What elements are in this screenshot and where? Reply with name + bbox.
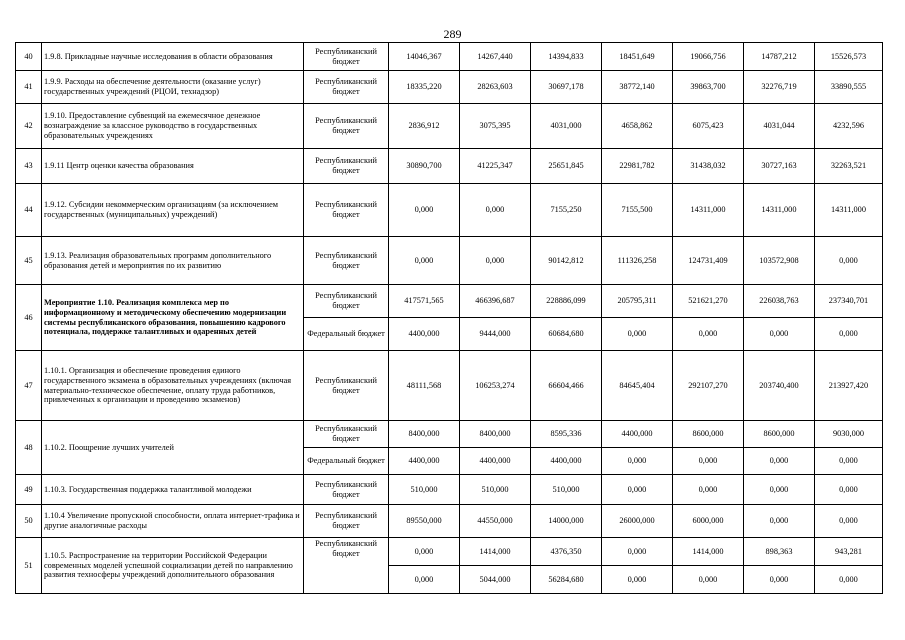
amount-cell: 0,000 xyxy=(602,566,673,594)
amount-cell: 943,281 xyxy=(815,538,883,566)
amount-cell: 0,000 xyxy=(744,475,815,505)
amount-cell: 33890,555 xyxy=(815,71,883,104)
amount-cell: 9444,000 xyxy=(460,318,531,351)
amount-cell: 226038,763 xyxy=(744,285,815,318)
row-number: 45 xyxy=(16,237,42,285)
amount-cell: 0,000 xyxy=(744,505,815,538)
amount-cell: 0,000 xyxy=(673,475,744,505)
measure-name: 1.10.3. Государственная поддержка талантливой молодежи xyxy=(42,475,304,505)
amount-cell: 4031,044 xyxy=(744,104,815,149)
measure-name: 1.10.2. Поощрение лучших учителей xyxy=(42,421,304,475)
measure-name: 1.9.12. Субсидии некоммерческим организациям (за исключением государственных (муниципальных) учреждений) xyxy=(42,184,304,237)
amount-cell: 60684,680 xyxy=(531,318,602,351)
amount-cell: 124731,409 xyxy=(673,237,744,285)
row-number: 47 xyxy=(16,351,42,421)
row-number: 49 xyxy=(16,475,42,505)
amount-cell: 6075,423 xyxy=(673,104,744,149)
amount-cell: 28263,603 xyxy=(460,71,531,104)
amount-cell: 8595,336 xyxy=(531,421,602,448)
funding-source: Республиканский бюджет xyxy=(304,505,389,538)
amount-cell: 48111,568 xyxy=(389,351,460,421)
amount-cell: 521621,270 xyxy=(673,285,744,318)
amount-cell: 0,000 xyxy=(744,566,815,594)
funding-source: Республиканский бюджет xyxy=(304,184,389,237)
amount-cell: 26000,000 xyxy=(602,505,673,538)
amount-cell: 510,000 xyxy=(389,475,460,505)
amount-cell: 9030,000 xyxy=(815,421,883,448)
amount-cell: 0,000 xyxy=(389,184,460,237)
amount-cell: 14000,000 xyxy=(531,505,602,538)
amount-cell: 466396,687 xyxy=(460,285,531,318)
funding-source: Республиканский бюджет xyxy=(304,475,389,505)
funding-source: Республиканский бюджет xyxy=(304,104,389,149)
amount-cell: 66604,466 xyxy=(531,351,602,421)
row-number: 41 xyxy=(16,71,42,104)
amount-cell: 25651,845 xyxy=(531,149,602,184)
table-row xyxy=(16,421,883,448)
amount-cell: 14311,000 xyxy=(744,184,815,237)
amount-cell: 32263,521 xyxy=(815,149,883,184)
amount-cell: 0,000 xyxy=(815,475,883,505)
amount-cell: 19066,756 xyxy=(673,43,744,71)
row-number: 43 xyxy=(16,149,42,184)
funding-source: Республиканский бюджет xyxy=(304,538,389,594)
funding-source: Федеральный бюджет xyxy=(304,318,389,351)
amount-cell: 18335,220 xyxy=(389,71,460,104)
amount-cell: 106253,274 xyxy=(460,351,531,421)
amount-cell: 417571,565 xyxy=(389,285,460,318)
amount-cell: 228886,099 xyxy=(531,285,602,318)
funding-source: Республиканский бюджет xyxy=(304,43,389,71)
amount-cell: 205795,311 xyxy=(602,285,673,318)
amount-cell: 18451,649 xyxy=(602,43,673,71)
table-row xyxy=(16,538,883,566)
table-row xyxy=(16,71,883,104)
amount-cell: 4031,000 xyxy=(531,104,602,149)
amount-cell: 30890,700 xyxy=(389,149,460,184)
amount-cell: 8600,000 xyxy=(744,421,815,448)
amount-cell: 4400,000 xyxy=(389,318,460,351)
amount-cell: 111326,258 xyxy=(602,237,673,285)
funding-source: Республиканский бюджет xyxy=(304,421,389,448)
amount-cell: 22981,782 xyxy=(602,149,673,184)
amount-cell: 4400,000 xyxy=(389,448,460,475)
measure-name: 1.10.5. Распространение на территории Российской Федерации современных моделей успешной социализации детей по направлению развития техносферы учреждений дополнительного образования xyxy=(42,538,304,594)
amount-cell: 39863,700 xyxy=(673,71,744,104)
funding-source: Республиканский бюджет xyxy=(304,71,389,104)
amount-cell: 44550,000 xyxy=(460,505,531,538)
amount-cell: 14311,000 xyxy=(815,184,883,237)
row-number: 50 xyxy=(16,505,42,538)
table-row xyxy=(16,43,883,71)
amount-cell: 4400,000 xyxy=(531,448,602,475)
amount-cell: 0,000 xyxy=(602,448,673,475)
amount-cell: 0,000 xyxy=(602,475,673,505)
measure-name: 1.10.1. Организация и обеспечение проведения единого государственного экзамена в образовательных учреждениях (включая материально-техническое обеспечение, оплату труда работников, привлеченных к организации и проведению экзаменов) xyxy=(42,351,304,421)
funding-source: Республиканский бюджет xyxy=(304,149,389,184)
budget-table xyxy=(15,42,883,594)
row-number: 46 xyxy=(16,285,42,351)
amount-cell: 14267,440 xyxy=(460,43,531,71)
measure-name: 1.9.10. Предоставление субвенций на ежемесячное денежное вознаграждение за классное руководство в государственных образовательных учреждениях xyxy=(42,104,304,149)
amount-cell: 8400,000 xyxy=(389,421,460,448)
page-number: 289 xyxy=(443,27,462,41)
table-row xyxy=(16,505,883,538)
table-row xyxy=(16,104,883,149)
table-row xyxy=(16,184,883,237)
table-row xyxy=(16,149,883,184)
measure-name: 1.10.4 Увеличение пропускной способности, оплата интернет-трафика и другие аналогичные расходы xyxy=(42,505,304,538)
amount-cell: 4400,000 xyxy=(602,421,673,448)
amount-cell: 14394,833 xyxy=(531,43,602,71)
amount-cell: 41225,347 xyxy=(460,149,531,184)
amount-cell: 6000,000 xyxy=(673,505,744,538)
table-row xyxy=(16,475,883,505)
amount-cell: 0,000 xyxy=(744,448,815,475)
amount-cell: 3075,395 xyxy=(460,104,531,149)
amount-cell: 38772,140 xyxy=(602,71,673,104)
funding-source: Республиканский бюджет xyxy=(304,351,389,421)
amount-cell: 510,000 xyxy=(531,475,602,505)
amount-cell: 4400,000 xyxy=(460,448,531,475)
amount-cell: 30697,178 xyxy=(531,71,602,104)
table-row xyxy=(16,237,883,285)
amount-cell: 0,000 xyxy=(673,566,744,594)
measure-name: 1.9.8. Прикладные научные исследования в области образования xyxy=(42,43,304,71)
amount-cell: 0,000 xyxy=(815,448,883,475)
amount-cell: 0,000 xyxy=(602,538,673,566)
amount-cell: 237340,701 xyxy=(815,285,883,318)
amount-cell: 898,363 xyxy=(744,538,815,566)
amount-cell: 14311,000 xyxy=(673,184,744,237)
amount-cell: 4376,350 xyxy=(531,538,602,566)
amount-cell: 0,000 xyxy=(460,184,531,237)
amount-cell: 292107,270 xyxy=(673,351,744,421)
amount-cell: 510,000 xyxy=(460,475,531,505)
amount-cell: 7155,250 xyxy=(531,184,602,237)
amount-cell: 84645,404 xyxy=(602,351,673,421)
amount-cell: 4232,596 xyxy=(815,104,883,149)
amount-cell: 2836,912 xyxy=(389,104,460,149)
measure-name: 1.9.13. Реализация образовательных программ дополнительного образования детей и мероприятия по их развитию xyxy=(42,237,304,285)
funding-source: Республиканский бюджет xyxy=(304,285,389,318)
measure-name: 1.9.9. Расходы на обеспечение деятельности (оказание услуг) государственных учреждений (РЦОИ, технадзор) xyxy=(42,71,304,104)
amount-cell: 0,000 xyxy=(460,237,531,285)
row-number: 40 xyxy=(16,43,42,71)
amount-cell: 56284,680 xyxy=(531,566,602,594)
amount-cell: 0,000 xyxy=(815,566,883,594)
amount-cell: 0,000 xyxy=(815,505,883,538)
amount-cell: 31438,032 xyxy=(673,149,744,184)
row-number: 42 xyxy=(16,104,42,149)
amount-cell: 14046,367 xyxy=(389,43,460,71)
amount-cell: 30727,163 xyxy=(744,149,815,184)
amount-cell: 14787,212 xyxy=(744,43,815,71)
amount-cell: 0,000 xyxy=(389,538,460,566)
measure-name: Мероприятие 1.10. Реализация комплекса мер по информационному и методическому обеспечению модернизации системы республиканского образования, повышению кадрового потенциала, поддержке талантливых и одаренных детей xyxy=(42,285,304,351)
amount-cell: 15526,573 xyxy=(815,43,883,71)
row-number: 48 xyxy=(16,421,42,475)
amount-cell: 90142,812 xyxy=(531,237,602,285)
table-row xyxy=(16,285,883,318)
amount-cell: 213927,420 xyxy=(815,351,883,421)
row-number: 51 xyxy=(16,538,42,594)
amount-cell: 89550,000 xyxy=(389,505,460,538)
table-row xyxy=(16,351,883,421)
amount-cell: 0,000 xyxy=(815,318,883,351)
measure-name: 1.9.11 Центр оценки качества образования xyxy=(42,149,304,184)
row-number: 44 xyxy=(16,184,42,237)
funding-source: Федеральный бюджет xyxy=(304,448,389,475)
amount-cell: 4658,862 xyxy=(602,104,673,149)
funding-source: Республиканский бюджет xyxy=(304,237,389,285)
amount-cell: 0,000 xyxy=(744,318,815,351)
amount-cell: 0,000 xyxy=(673,318,744,351)
amount-cell: 8600,000 xyxy=(673,421,744,448)
amount-cell: 1414,000 xyxy=(460,538,531,566)
amount-cell: 0,000 xyxy=(389,566,460,594)
amount-cell: 0,000 xyxy=(602,318,673,351)
amount-cell: 5044,000 xyxy=(460,566,531,594)
amount-cell: 8400,000 xyxy=(460,421,531,448)
amount-cell: 203740,400 xyxy=(744,351,815,421)
amount-cell: 32276,719 xyxy=(744,71,815,104)
amount-cell: 103572,908 xyxy=(744,237,815,285)
amount-cell: 0,000 xyxy=(389,237,460,285)
amount-cell: 1414,000 xyxy=(673,538,744,566)
amount-cell: 7155,500 xyxy=(602,184,673,237)
amount-cell: 0,000 xyxy=(815,237,883,285)
amount-cell: 0,000 xyxy=(673,448,744,475)
